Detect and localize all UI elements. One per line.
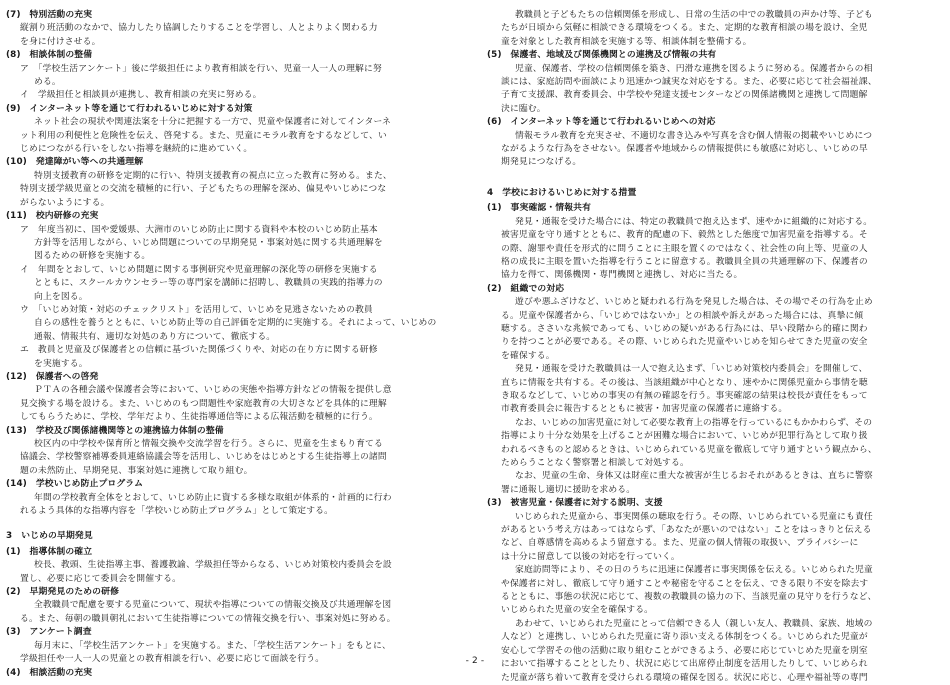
body-line: イ 年間をとおして、いじめ問題に関する事例研究や児童理解の深化等の研修を実施する — [20, 264, 378, 275]
body-line: 発見・通報を受けた教職員は一人で抱え込まず、「いじめ対策校内委員会」を開催して、 — [515, 364, 868, 375]
section-heading: (1) 事実確認・情報共有 — [487, 203, 592, 214]
body-line: いじめられた児童から、事実関係の聴取を行う。その際、いじめられている児童にも責任 — [515, 511, 873, 522]
body-line: ネット社会の現状や関連法案を十分に把握する一方で、児童や保護者に対してインターネ — [34, 117, 391, 128]
section-heading: (2) 組織での対応 — [487, 283, 565, 294]
body-line: を確保する。 — [501, 350, 555, 361]
body-line: 毎月末に、「学校生活アンケート」を実施する。また、「学校生活アンケート」をもとに、 — [34, 640, 391, 651]
body-line: 安心して学習その他の活動に取り組むことができるよう、必要に応じていじめた児童を別室 — [501, 645, 868, 656]
body-line: なお、いじめの加害児童に対して必要な教育上の指導を行っているにもかかわらず、その — [515, 417, 873, 428]
body-line: る。また、毎朝の職員朝礼において生徒指導についての情報交換を行い、事案対処に努める。 — [20, 613, 396, 624]
body-line: 見交換する場を設ける。また、いじめのもつ問題性や家庭教育の大切さなどを具体的に理解 — [20, 398, 387, 409]
body-line: ウ 「いじめ対策・対応のチェックリスト」を活用して、いじめを見逃さないための教員 — [20, 304, 373, 315]
body-line: る。児童や保護者から、「いじめではないか」との相談や訴えがあった場合には、真摯に傾 — [501, 310, 864, 321]
body-line: 置し、必要に応じて委員会を開催する。 — [20, 573, 182, 584]
section-heading: (3) 被害児童・保護者に対する説明、支援 — [487, 498, 663, 509]
body-line: 学級担任や一人一人の児童との教育相談を行い、必要に応じて面談を行う。 — [20, 654, 325, 665]
body-line: じめにつながる行いをしない指導を継続的に進めていく。 — [20, 144, 253, 155]
page-number: - 2 - — [465, 656, 485, 666]
body-line: 期発見につなげる。 — [501, 157, 582, 168]
body-line: 校長、教頭、生徒指導主事、養護教諭、学級担任等からなる、いじめ対策校内委員会を設 — [34, 560, 392, 571]
body-line: るとともに、事態の状況に応じて、複数の教職員の協力の下、当該児童の見守りを行うなど、 — [501, 592, 877, 603]
body-line: める。 — [34, 77, 61, 88]
body-line: 子育て支援課、教育委員会、中学校や発達支援センターなどの関係諸機関と連携して問題解 — [501, 90, 868, 101]
body-line: 市教育委員会に報告するとともに被害・加害児童の保護者に連絡する。 — [501, 404, 788, 415]
body-line: 談には、家庭訪問や面談により迅速かつ誠実な対応をする。また、必要に応じて社会福祉課、 — [501, 77, 877, 88]
section-heading: (14) 学校いじめ防止プログラム — [6, 479, 144, 490]
body-line: 協議会、学校警察補導委員連絡協議会等を活用し、いじめをはじめとする生徒指導上の諸問 — [20, 452, 387, 463]
body-line: 人など）と連携し、いじめられた児童に寄り添い支える体制をつくる。いじめられた児童が — [501, 632, 868, 643]
body-line: があるという考え方はあってはならず、「あなたが悪いのではない」ことをはっきりと伝える — [501, 525, 872, 536]
section-heading: (11) 校内研修の充実 — [6, 211, 99, 222]
body-line: 特別支援学級児童との交流を積極的に行い、子どもたちの理解を深め、偏見やいじめにつな — [20, 184, 387, 195]
body-line: を実施する。 — [34, 358, 88, 369]
body-line: たちが日頃から気軽に相談できる環境をつくる。また、定期的な教育相談の場を設け、全児 — [501, 23, 868, 34]
body-line: ためらうことなく警察署と相談して対処する。 — [501, 458, 689, 468]
section-heading: (1) 指導体制の確立 — [6, 546, 93, 557]
section-heading: (2) 早期発見のための研修 — [6, 587, 120, 598]
body-line: の際、謝罪や責任を形式的に問うことに主眼を置くのではなく、社会性の向上等、児童の人 — [501, 243, 868, 254]
body-line: いじめられた児童の安全を確保する。 — [501, 605, 654, 616]
section-heading: (12) 保護者への啓発 — [6, 371, 99, 382]
body-line: われるべきものと認めるときは、いじめられている児童を徹底して守り通すという観点から、 — [501, 444, 877, 455]
body-line: 被害児童を守り通すとともに、教育的配慮の下、毅然とした態度で加害児童を指導する。そ — [501, 230, 868, 241]
body-line: 向上を図る。 — [34, 291, 88, 302]
left-column — [6, 0, 470, 680]
body-line: など、自尊感情を高めるよう留意する。また、児童の個人情報の取扱い、プライバシーに — [501, 538, 859, 549]
body-line: ット利用の利便性と危険性を伝え、啓発する。また、児童にモラル教育をするなどして、い — [20, 130, 387, 141]
body-line: 校区内の中学校や保育所と情報交換や交流学習を行う。さらに、児童を生まもり育てる — [34, 439, 383, 449]
body-line: 年間の学校教育全体をとおして、いじめ防止に資する多様な取組が体系的・計画的に行わ — [34, 492, 392, 503]
body-line: た児童が落ち着いて教育を受けられる環境の確保を図る。状況に応じ、心理や福祉等の専門 — [501, 672, 868, 683]
body-line: 題の未然防止、早期発見、事案対処に連携して取り組む。 — [20, 465, 253, 476]
body-line: 遊びや悪ふざけなど、いじめと疑われる行為を発見した場合は、その場でその行為を止め — [515, 297, 873, 308]
section-heading: (13) 学校及び関係諸機関等との連携協力体制の整備 — [6, 425, 224, 436]
body-line: や保護者に対し、徹底して守り通すことや秘密を守ることを伝え、できる限り不安を除去す — [501, 578, 869, 589]
body-line: 情報モラル教育を充実させ、不適切な書き込みや写真を含む個人情報の掲載やいじめにつ — [515, 130, 873, 141]
body-line: 通報、情報共有、適切な対処のあり方について、徹底する。 — [34, 331, 276, 342]
chapter-heading: 4 学校におけるいじめに対する措置 — [487, 187, 637, 198]
body-line: ながるような行為をさせない。保護者や地域からの情報提供にも敏感に対応し、いじめの早 — [501, 144, 868, 155]
section-heading: (10) 発達障がい等への共通理解 — [6, 157, 144, 168]
body-line: 協力を得て、関係機関・専門機関と連携し、対応に当たる。 — [501, 270, 743, 281]
body-line: りを持つことが必要である。その際、いじめられた児童やいじめを知らせてきた児童の安全 — [501, 337, 868, 348]
body-line: ア 「学校生活アンケート」後に学級担任により教育相談を行い、児童一人一人の理解に努 — [20, 63, 382, 74]
body-line: 署に通報し適切に援助を求める。 — [501, 484, 636, 495]
body-line: 直ちに情報を共有する。その後は、当該組織が中心となり、速やかに関係児童から事情を聴 — [501, 377, 868, 388]
section-heading: (7) 特別活動の充実 — [6, 10, 93, 20]
spacer — [487, 170, 945, 175]
section-heading: (5) 保護者、地域及び関係機関との連携及び情報の共有 — [487, 50, 717, 61]
body-line: 指導により十分な効果を上げることが困難な場合において、いじめが犯罪行為として取り扱 — [501, 431, 868, 442]
body-line: 全教職員で配慮を要する児童について、現状や指導についての情報交換及び共通理解を図 — [34, 600, 392, 611]
body-line: 童を対象とした教育相談を実施する等、相談体制を整備する。 — [501, 36, 752, 47]
body-line: 家庭訪問等により、その日のうちに迅速に保護者に事実関係を伝える。いじめられた児童 — [515, 565, 873, 576]
body-line: 特別支援教育の研修を定期的に行い、特別支援教育の視点に立った教育に努める。また、 — [34, 170, 392, 181]
body-line: 方針等を活用しながら、いじめ問題についての早期発見・事案対処に関する共通理解を — [34, 237, 383, 248]
body-line: れるよう具体的な指導内容を「学校いじめ防止プログラム」として策定する。 — [20, 506, 334, 517]
body-line: 決に臨む。 — [501, 103, 546, 114]
right-column — [487, 0, 945, 685]
body-line: において指導することとしたり、状況に応じて出席停止制度を活用したりして、いじめられ — [501, 659, 868, 670]
body-line: イ 学級担任と相談員が連携し、教育相談の充実に努める。 — [20, 90, 262, 101]
body-line: を身に付けさせる。 — [20, 36, 101, 47]
section-heading: (8) 相談体制の整備 — [6, 50, 93, 61]
body-line: 図るための研修を実施する。 — [34, 251, 151, 262]
body-line: は十分に留意して以後の対応を行っていく。 — [501, 551, 680, 562]
chapter-heading: 3 いじめの早期発見 — [6, 531, 93, 542]
body-line: き取るなどして、いじめの事実の有無の確認を行う。事実確認の結果は校長が責任をもって — [501, 390, 868, 401]
body-line: なお、児童の生命、身体又は財産に重大な被害が生じるおそれがあるときは、直ちに警察 — [515, 471, 873, 482]
body-line: 教職員と子どもたちの信頼関係を形成し、日常の生活の中での教職員の声かけ等、子ども — [515, 10, 873, 20]
body-line: ＰＴＡの各種会議や保護者会等において、いじめの実態や指導方針などの情報を提供し意 — [34, 385, 392, 396]
body-line: あわせて、いじめられた児童にとって信頼できる人（親しい友人、教職員、家族、地域の — [515, 618, 873, 629]
body-line: ア 年度当初に、国や愛媛県、大洲市のいじめ防止に関する資料や本校のいじめ防止基本 — [20, 224, 378, 235]
body-line: 児童、保護者、学校の信頼関係を築き、円滑な連携を図るように努める。保護者からの相 — [515, 63, 873, 74]
section-heading: (6) インターネット等を通じて行われるいじめへの対応 — [487, 117, 716, 128]
body-line: 聴する。ささいな兆候であっても、いじめの疑いがある行為には、早い段階から的確に関わ — [501, 323, 868, 334]
body-line: 縦割り班活動のなかで、協力したり協調したりすることを学習し、人とよりよく関わる力 — [20, 23, 378, 34]
section-heading: (9) インターネット等を通じて行われるいじめに対する対策 — [6, 103, 253, 114]
body-line: してもらうために、学校、学年だより、生徒指導通信等による広報活動を積極的に行う。 — [20, 412, 378, 423]
section-heading: (3) アンケート調査 — [6, 627, 92, 638]
section-heading: (4) 相談活動の充実 — [6, 667, 93, 678]
body-line: 自らの感性を養うとともに、いじめ防止等の自己評価を定期的に実施する。それによって、いじめの — [34, 318, 437, 329]
body-line: 発見・通報を受けた場合には、特定の教職員で抱え込まず、速やかに組織的に対応する。 — [515, 216, 873, 227]
body-line: 格の成長に主眼を置いた指導を行うことに留意する。教職員全員の共通理解の下、保護者の — [501, 256, 868, 267]
body-line: がらないようにする。 — [20, 197, 110, 208]
body-line: エ 教員と児童及び保護者との信頼に基づいた関係づくりや、対応の在り方に関する研修 — [20, 345, 378, 356]
body-line: とともに、スクールカウンセラー等の専門家を講師に招聘し、教職員の実践的指導力の — [34, 278, 383, 289]
